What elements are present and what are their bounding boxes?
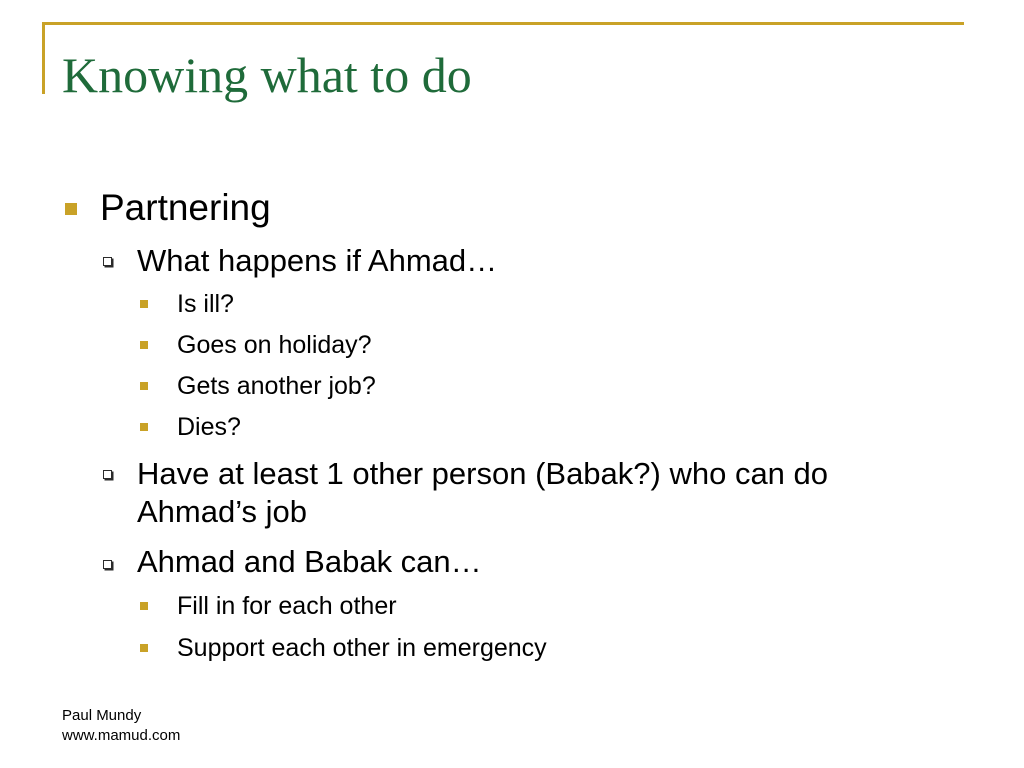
level3-bullet-icon: [140, 423, 148, 431]
bullet-dies: Dies?: [177, 413, 241, 441]
slide-title: Knowing what to do: [62, 47, 472, 103]
level2-bullet-icon: [103, 470, 112, 479]
footer: [62, 706, 180, 746]
footer-website: www.mamud.com: [62, 727, 181, 744]
bullet-is-ill: Is ill?: [177, 290, 234, 318]
bullet-ahmad-and-babak: Ahmad and Babak can…: [137, 544, 482, 579]
bullet-gets-another-job: Gets another job?: [177, 372, 376, 400]
level3-bullet-icon: [140, 602, 148, 610]
level2-bullet-icon: [103, 257, 112, 266]
level2-bullet-icon: [103, 560, 112, 569]
bullet-have-other-person-line1: Have at least 1 other person (Babak?) who can do: [137, 456, 829, 491]
level3-bullet-icon: [140, 644, 148, 652]
level3-bullet-icon: [140, 382, 148, 390]
bullet-partnering: Partnering: [100, 187, 271, 228]
bullet-have-other-person-line2: Ahmad’s job: [137, 494, 308, 529]
bullet-fill-in: Fill in for each other: [177, 592, 397, 620]
level3-bullet-icon: [140, 300, 148, 308]
bullet-goes-on-holiday: Goes on holiday?: [177, 331, 372, 359]
footer-author: Paul Mundy: [62, 707, 142, 724]
bullet-support-emergency: Support each other in emergency: [177, 634, 547, 662]
level1-bullet-icon: [65, 203, 77, 215]
level3-bullet-icon: [140, 341, 148, 349]
bullet-what-happens: What happens if Ahmad…: [137, 243, 498, 278]
